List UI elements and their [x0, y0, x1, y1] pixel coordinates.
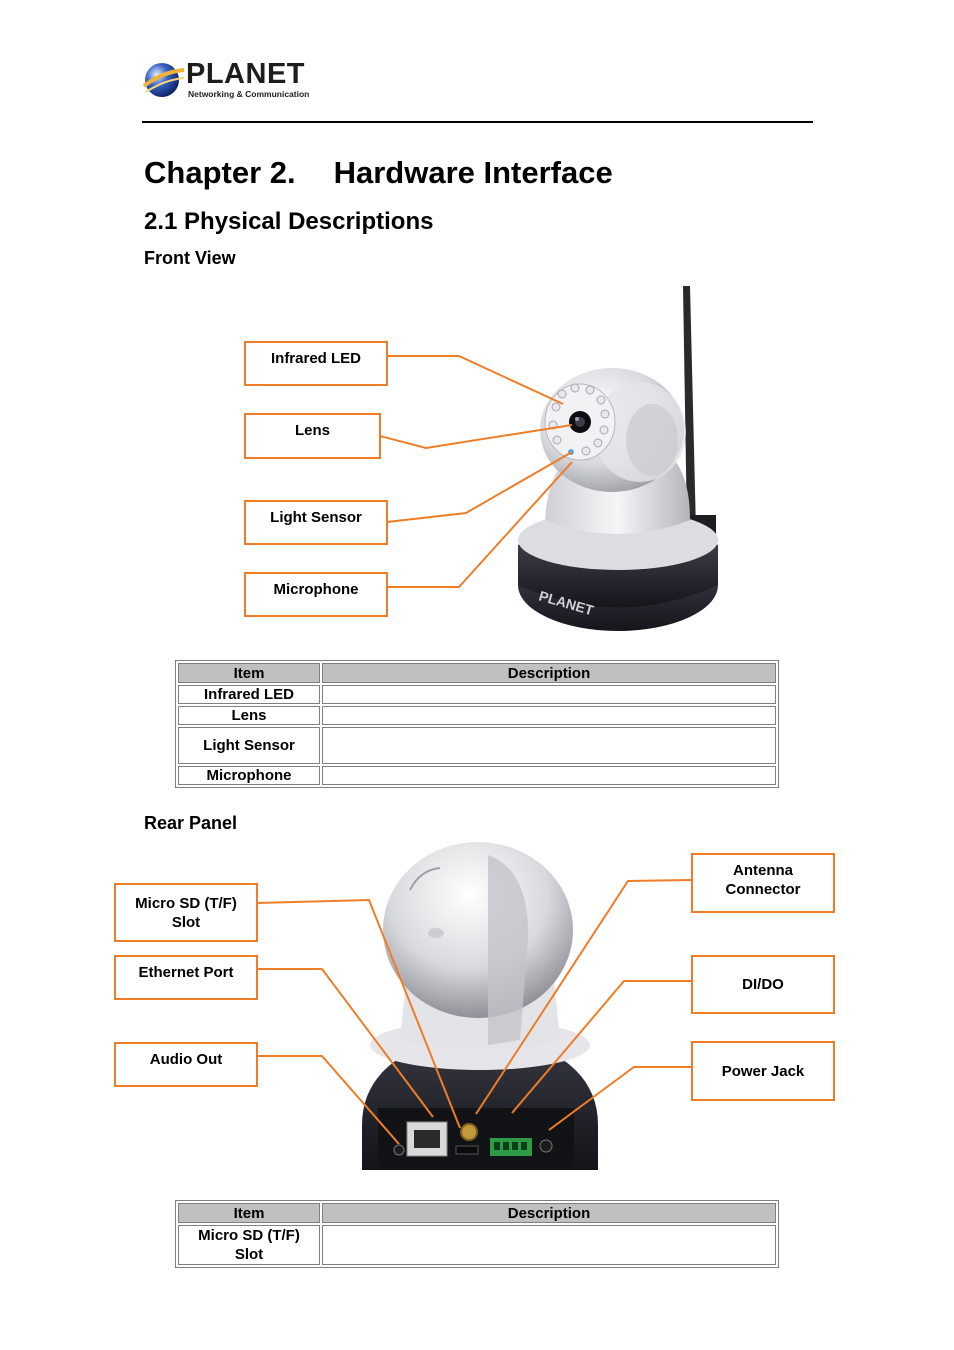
column-header-item: Item	[178, 663, 320, 683]
row-item: Microphone	[178, 766, 320, 785]
row-item: Light Sensor	[178, 727, 320, 764]
callout-microphone: Microphone	[244, 572, 388, 617]
row-item: Micro SD (T/F) Slot	[178, 1225, 320, 1265]
column-header-description: Description	[322, 663, 776, 683]
callout-audio-out: Audio Out	[114, 1042, 258, 1087]
table-header-row	[178, 1203, 776, 1223]
row-description	[322, 1225, 776, 1265]
front-view-heading: Front View	[144, 248, 236, 268]
chapter-number: Chapter 2.	[144, 155, 296, 190]
callout-power-jack: Power Jack	[691, 1041, 835, 1101]
logo-tagline: Networking & Communication	[188, 89, 310, 99]
callout-antenna-connector: Antenna Connector	[691, 853, 835, 913]
column-header-description: Description	[322, 1203, 776, 1223]
callout-light-sensor: Light Sensor	[244, 500, 388, 545]
rear-panel-table	[175, 1200, 779, 1268]
table-row	[178, 1225, 776, 1265]
row-item: Lens	[178, 706, 320, 725]
chapter-title: Hardware Interface	[333, 155, 613, 190]
row-item: Infrared LED	[178, 685, 320, 704]
rear-panel-heading: Rear Panel	[144, 813, 238, 833]
device-logo-text: PLANET	[537, 587, 596, 619]
callout-ethernet-port: Ethernet Port	[114, 955, 258, 1000]
callout-lens: Lens	[244, 413, 381, 459]
section-heading: 2.1 Physical Descriptions	[144, 208, 434, 235]
logo-brand-text: PLANET	[186, 58, 305, 90]
callout-infrared-led: Infrared LED	[244, 341, 388, 386]
callout-di-do: DI/DO	[691, 955, 835, 1014]
callout-micro-sd-slot: Micro SD (T/F) Slot	[114, 883, 258, 942]
column-header-item: Item	[178, 1203, 320, 1223]
